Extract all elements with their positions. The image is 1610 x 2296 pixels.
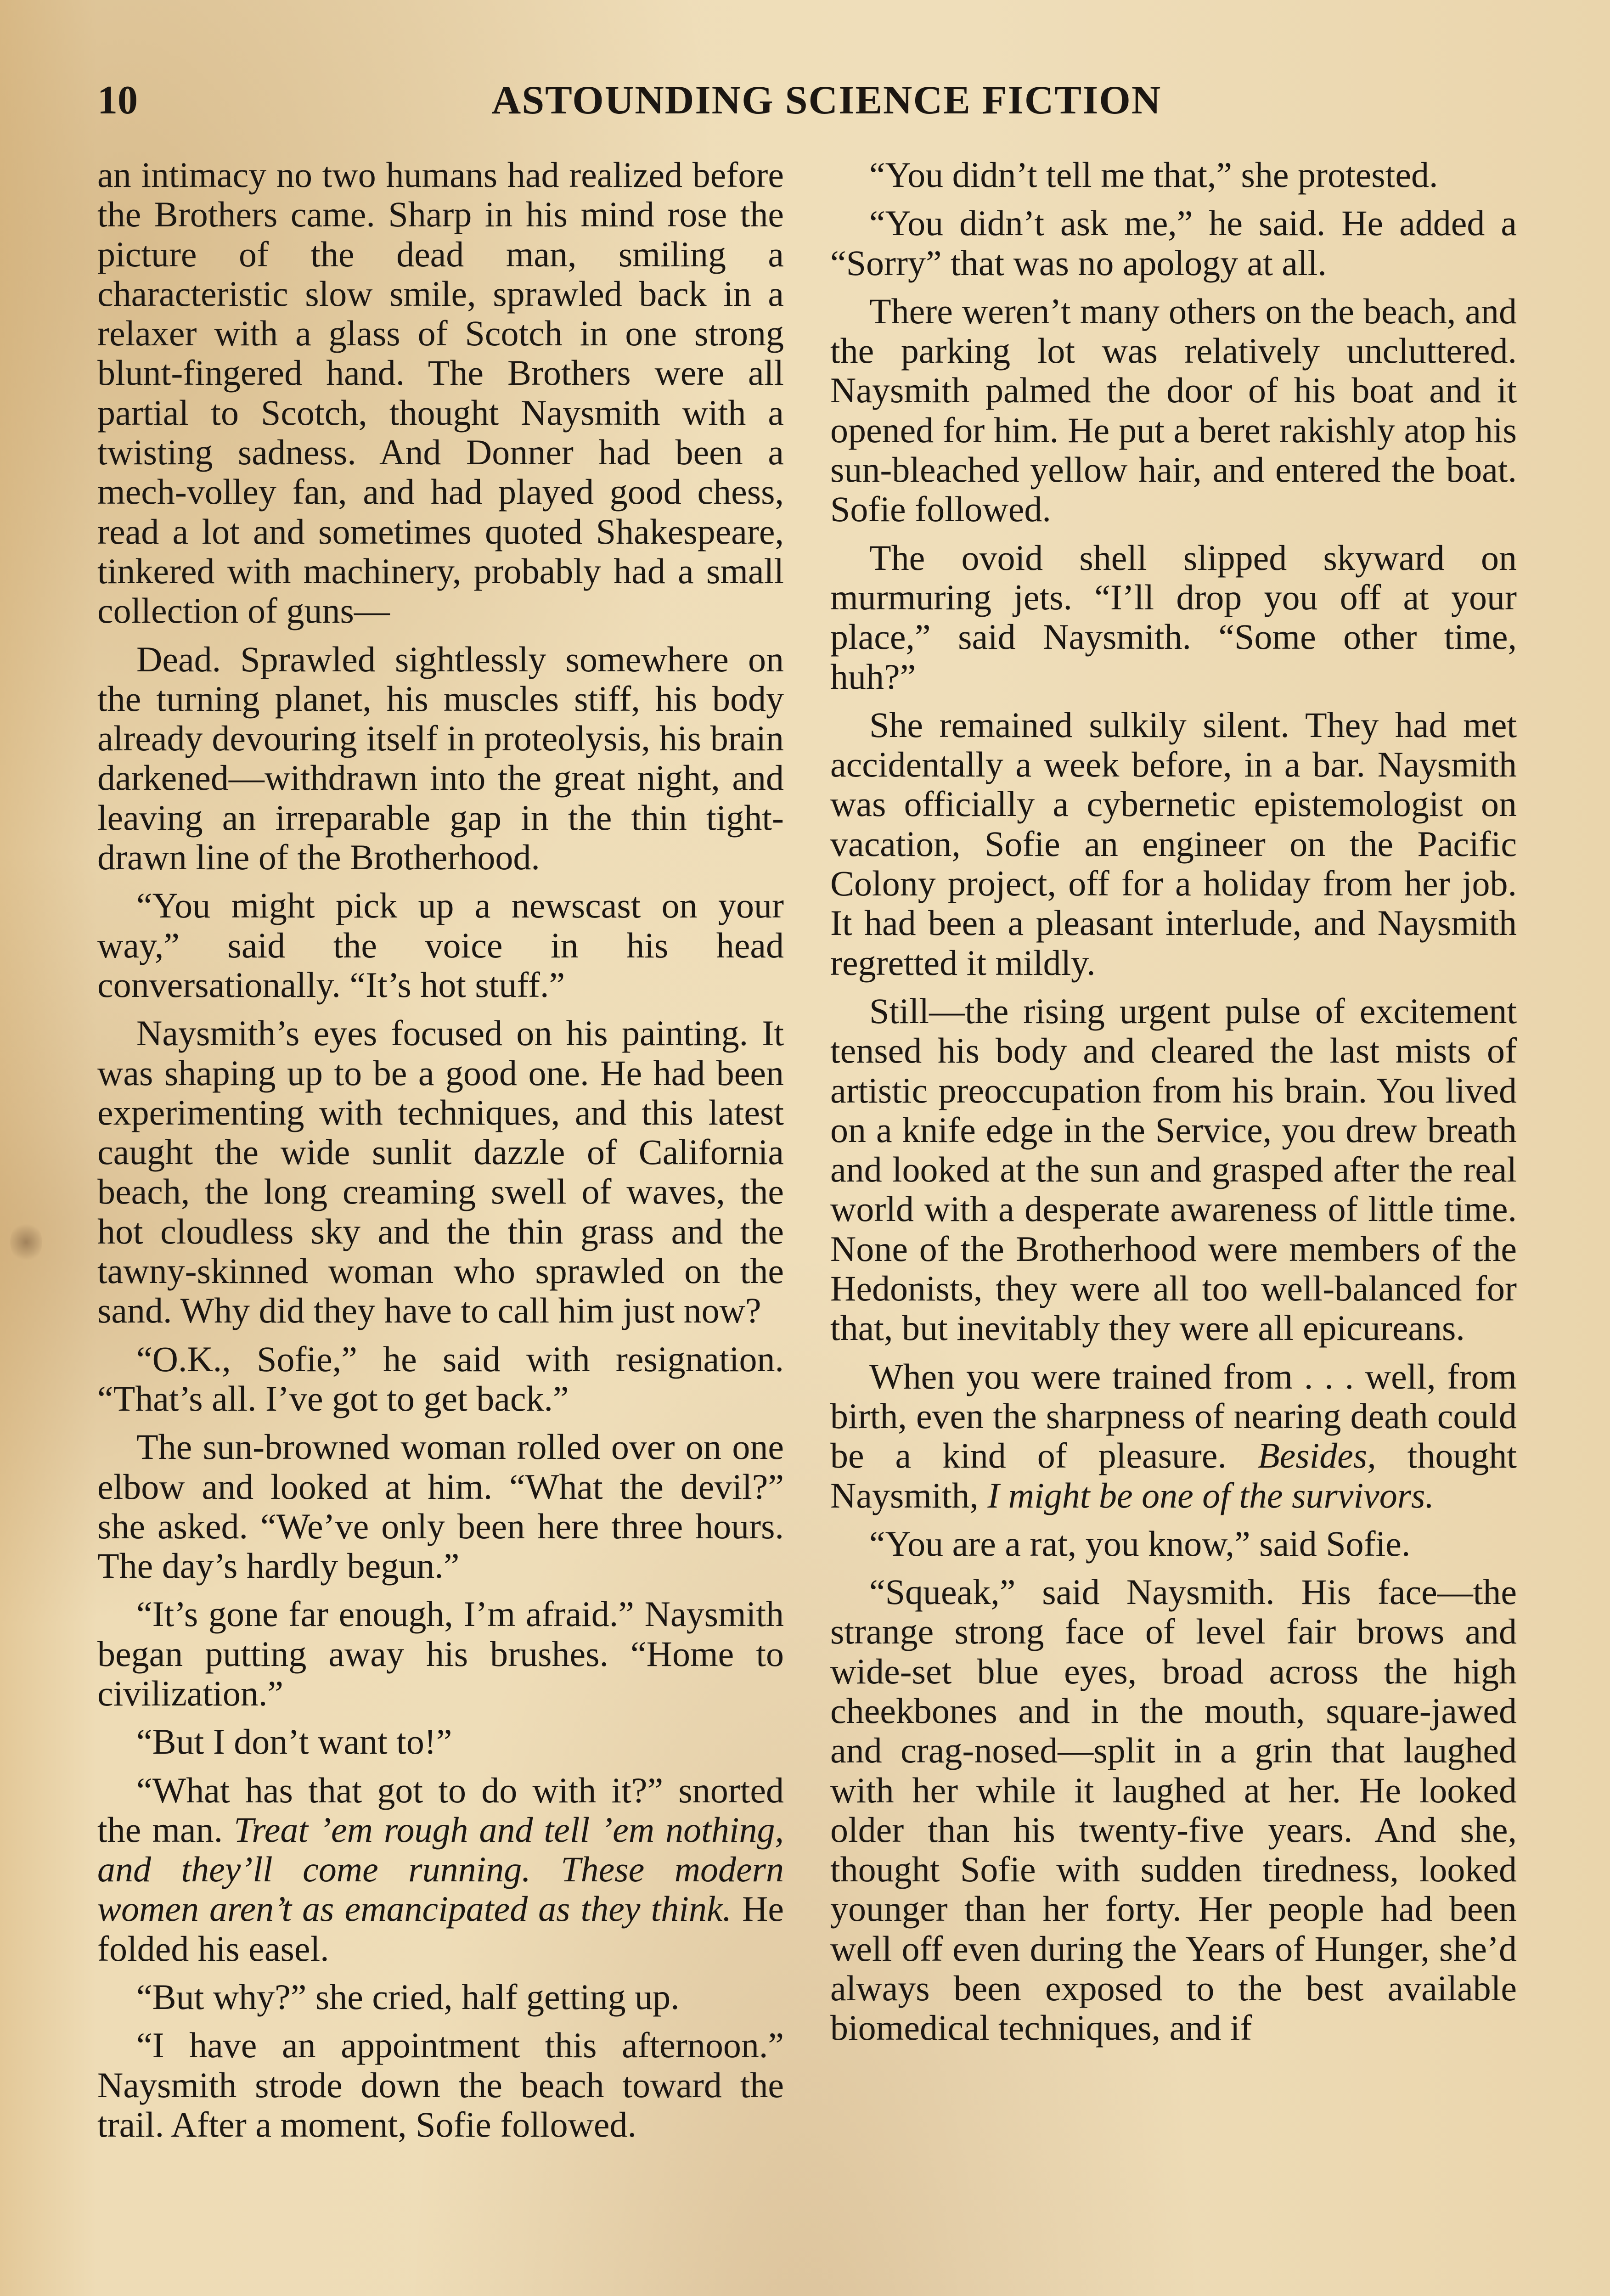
paragraph <box>97 886 784 1005</box>
paragraph <box>97 1722 784 1761</box>
paragraph <box>97 1977 784 2017</box>
paragraph <box>97 1771 784 1969</box>
paragraph <box>97 155 784 631</box>
italic-word: Besides, <box>1257 1435 1376 1476</box>
text-run: “You might pick up a newscast on your way,” said the voice in his head conversationally. “It’s hot stuff.” <box>97 885 784 1005</box>
text-run: “Squeak,” said Naysmith. His face—the strange strong face of level fair brows and wide-set blue eyes, broad across the high cheekbones and in the mouth, square-jawed and crag-nosed—split in a grin that laughed with her while it laughed at her. He looked older than his twenty-five years. And she, thought Sofie with sudden tiredness, looked younger than her forty. Her people had been well off even during the Years of Hunger, she’d always been exposed to the best available biomedical techniques, and if <box>830 1572 1517 2048</box>
text-run: “What has that got to do with it?” snorted the man. <box>97 1770 784 1850</box>
right-column <box>830 155 1517 2057</box>
paragraph <box>830 991 1517 1348</box>
text-run: He folded his easel. <box>97 1889 784 1969</box>
text-run: an intimacy no two humans had realized before the Brothers came. Sharp in his mind rose the picture of the dead man, smiling a characteristic slow smile, sprawled back in a relaxer with a glass of Scotch in one strong blunt-fingered hand. The Brothers were all partial to Scotch, thought Naysmith with a twisting sadness. And Donner had been a mech-volley fan, and had played good chess, read a lot and sometimes quoted Shakespeare, tinkered with machinery, probably had a small collection of guns— <box>97 155 784 631</box>
text-run: When you were trained from . . . well, from birth, even the sharpness of nearing death could be a kind of pleasure. <box>830 1356 1517 1476</box>
text-run: “But I don’t want to!” <box>136 1722 452 1762</box>
italic-thought: I might be one of the survivors. <box>987 1475 1435 1515</box>
paragraph <box>830 538 1517 697</box>
text-run: The ovoid shell slipped skyward on murmuring jets. “I’ll drop you off at your place,” said Naysmith. “Some other time, huh?” <box>830 537 1517 697</box>
text-run: thought Naysmith, <box>830 1435 1517 1515</box>
paragraph <box>830 203 1517 283</box>
text-run: Dead. Sprawled sightlessly somewhere on the turning planet, his muscles stiff, his body already devouring itself in proteolysis, his brain darkened—withdrawn into the great night, and leaving an irreparable gap in the thin tight-drawn line of the Brotherhood. <box>97 639 784 878</box>
paragraph <box>97 1594 784 1713</box>
running-head: ASTOUNDING SCIENCE FICTION <box>491 78 1162 123</box>
text-run: “You are a rat, you know,” said Sofie. <box>869 1523 1411 1564</box>
text-run: Naysmith’s eyes focused on his painting. It was shaping up to be a good one. He had been experimenting with techniques, and this latest caught the wide sunlit dazzle of California beach, the long creaming swell of waves, the hot cloudless sky and the thin grass and the tawny-skinned woman who sprawled on the sand. Why did they have to call him just now? <box>97 1013 784 1331</box>
paragraph <box>830 1524 1517 1564</box>
paragraph <box>97 1013 784 1330</box>
paragraph <box>97 640 784 878</box>
text-run: “You didn’t ask me,” he said. He added a “Sorry” that was no apology at all. <box>830 203 1517 283</box>
paragraph <box>97 1427 784 1586</box>
paragraph <box>97 1339 784 1419</box>
text-run: “I have an appointment this afternoon.” Naysmith strode down the beach toward the trail. After a moment, Sofie followed. <box>97 2025 784 2144</box>
text-run: Still—the rising urgent pulse of excitement tensed his body and cleared the last mists of artistic preoccupation from his brain. You lived on a knife edge in the Service, you drew breath and looked at the sun and grasped after the real world with a desperate awareness of little time. None of the Brotherhood were members of the Hedonists, they were all too well-balanced for that, but inevitably they were all epicureans. <box>830 990 1517 1348</box>
italic-thought: Treat ’em rough and tell ’em nothing, and they’ll come running. These modern women aren’t as emancipated as they think. <box>97 1809 784 1929</box>
left-column <box>97 155 784 2153</box>
paragraph <box>830 292 1517 529</box>
text-run: “O.K., Sofie,” he said with resignation. “That’s all. I’ve got to get back.” <box>97 1339 784 1418</box>
page-number: 10 <box>97 78 138 123</box>
paragraph <box>97 2026 784 2144</box>
text-run: The sun-browned woman rolled over on one elbow and looked at him. “What the devil?” she asked. “We’ve only been here three hours. The day’s hardly begun.” <box>97 1427 784 1586</box>
text-run: She remained sulkily silent. They had met accidentally a week before, in a bar. Naysmith was officially a cybernetic epistemologist on vacation, Sofie an engineer on the Pacific Colony project, off for a holiday from her job. It had been a pleasant interlude, and Naysmith regretted it mildly. <box>830 704 1517 983</box>
text-run: “It’s gone far enough, I’m afraid.” Naysmith began putting away his brushes. “Home to civilization.” <box>97 1594 784 1713</box>
text-run: There weren’t many others on the beach, and the parking lot was relatively uncluttered. Naysmith palmed the door of his boat and it opened for him. He put a beret rakishly atop his sun-bleached yellow hair, and entered the boat. Sofie followed. <box>830 291 1517 529</box>
paragraph <box>830 155 1517 195</box>
paragraph <box>830 705 1517 983</box>
paper-stain <box>10 1221 42 1263</box>
paragraph <box>830 1357 1517 1515</box>
text-run: “But why?” she cried, half getting up. <box>136 1977 680 2017</box>
text-run: “You didn’t tell me that,” she protested. <box>869 155 1438 195</box>
paragraph <box>830 1572 1517 2048</box>
